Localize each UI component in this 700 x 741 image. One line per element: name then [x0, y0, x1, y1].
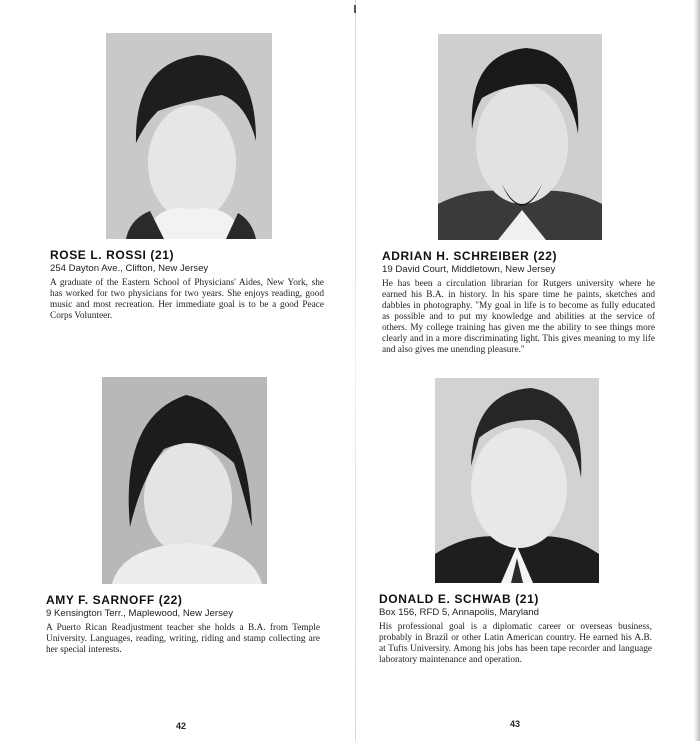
page-gutter [355, 0, 356, 741]
binding-mark [354, 5, 356, 13]
page-number-right: 43 [510, 719, 521, 729]
applicant-address-schwab: Box 156, RFD 5, Annapolis, Maryland [379, 607, 539, 618]
applicant-address-sarnoff: 9 Kensington Terr., Maplewood, New Jersey [46, 608, 233, 619]
portrait-photo-sarnoff [102, 377, 267, 584]
portrait-photo-schwab [435, 378, 599, 583]
applicant-address-schreiber: 19 David Court, Middletown, New Jersey [382, 264, 556, 275]
applicant-name-rossi: ROSE L. ROSSI (21) [50, 248, 175, 262]
portrait-photo-rossi [106, 33, 272, 239]
portrait-photo-schreiber [438, 34, 602, 240]
applicant-name-schwab: DONALD E. SCHWAB (21) [379, 592, 539, 606]
applicant-name-sarnoff: AMY F. SARNOFF (22) [46, 593, 183, 607]
applicant-bio-schwab: His professional goal is a diplomatic career or overseas business, probably in Brazil or other Latin American country. He earned his A.B. at Tufts University. Among his jobs has been tape recorder and language laboratory maintenance and operation. [379, 622, 652, 665]
applicant-name-schreiber: ADRIAN H. SCHREIBER (22) [382, 249, 558, 263]
page-edge-shadow [694, 0, 700, 741]
page-number-left: 42 [176, 721, 187, 731]
applicant-bio-sarnoff: A Puerto Rican Readjustment teacher she holds a B.A. from Temple University. Languages, reading, writing, riding and stamp collecting are her special interests. [46, 623, 320, 655]
applicant-bio-rossi: A graduate of the Eastern School of Physicians' Aides, New York, she has worked for two physicians for two years. She enjoys reading, good music and most recreation. Her immediate goal is to be a good Peace Corps Volunteer. [50, 278, 324, 321]
applicant-bio-schreiber: He has been a circulation librarian for Rutgers university where he earned his B.A. in history. In his spare time he paints, sketches and dabbles in photography. "My goal in life is to become as fully educated as possible and to put my knowledge and abilities at the service of others. My college training has given me the ability to see things more clearly and in a more discriminating light. This gives meaning to my life and also gives me unending pleasure." [382, 279, 655, 355]
applicant-address-rossi: 254 Dayton Ave., Clifton, New Jersey [50, 263, 209, 274]
